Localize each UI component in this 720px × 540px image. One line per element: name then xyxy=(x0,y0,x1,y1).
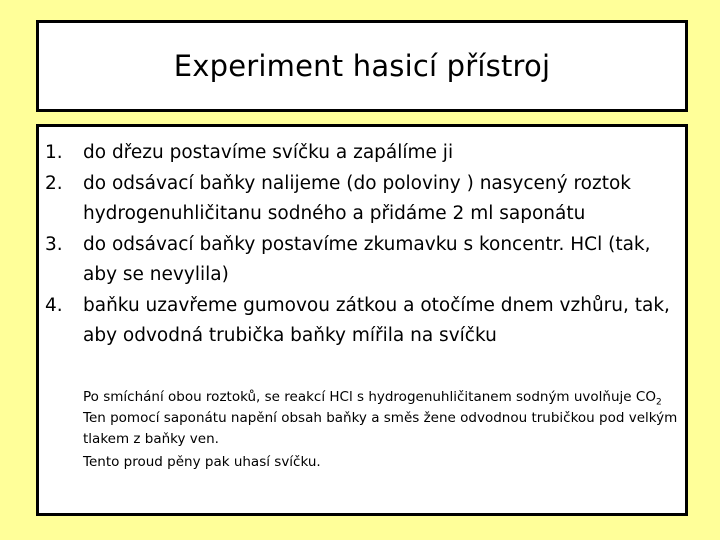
explanation-text-start: Po smíchání obou roztoků, se reakcí HCl s hydrogenuhličitanem sodným uvolňuje CO xyxy=(83,389,656,405)
list-item xyxy=(45,291,681,352)
list-item xyxy=(45,138,681,169)
step-text: do odsávací baňky postavíme zkumavku s koncentr. HCl (tak, aby se nevylila) xyxy=(83,233,651,285)
step-text: do dřezu postavíme svíčku a zapálíme ji xyxy=(83,142,454,163)
explanation-paragraph xyxy=(83,387,683,450)
step-number: 2. xyxy=(45,172,63,194)
list-item xyxy=(45,169,681,230)
step-text: do odsávací baňky nalijeme (do poloviny ) nasycený roztok hydrogenuhličitanu sodného a přidáme 2 ml saponátu xyxy=(83,172,631,224)
explanation-note xyxy=(83,387,683,473)
slide-title: Experiment hasicí přístroj xyxy=(173,49,551,83)
step-number: 3. xyxy=(45,233,63,255)
content-box xyxy=(36,124,688,516)
step-number: 4. xyxy=(45,294,63,316)
steps-list xyxy=(45,138,681,352)
step-number: 1. xyxy=(45,142,63,163)
step-text: baňku uzavřeme gumovou zátkou a otočíme dnem vzhůru, tak, aby odvodná trubička baňky mířila na svíčku xyxy=(83,294,670,346)
explanation-text-end: Ten pomocí saponátu napění obsah baňky a směs žene odvodnou trubičkou pod velkým tlakem z baňky ven. xyxy=(83,410,678,447)
conclusion-paragraph: Tento proud pěny pak uhasí svíčku. xyxy=(83,454,321,470)
title-box xyxy=(36,20,688,112)
list-item xyxy=(45,230,681,291)
co2-subscript: 2 xyxy=(655,397,662,408)
